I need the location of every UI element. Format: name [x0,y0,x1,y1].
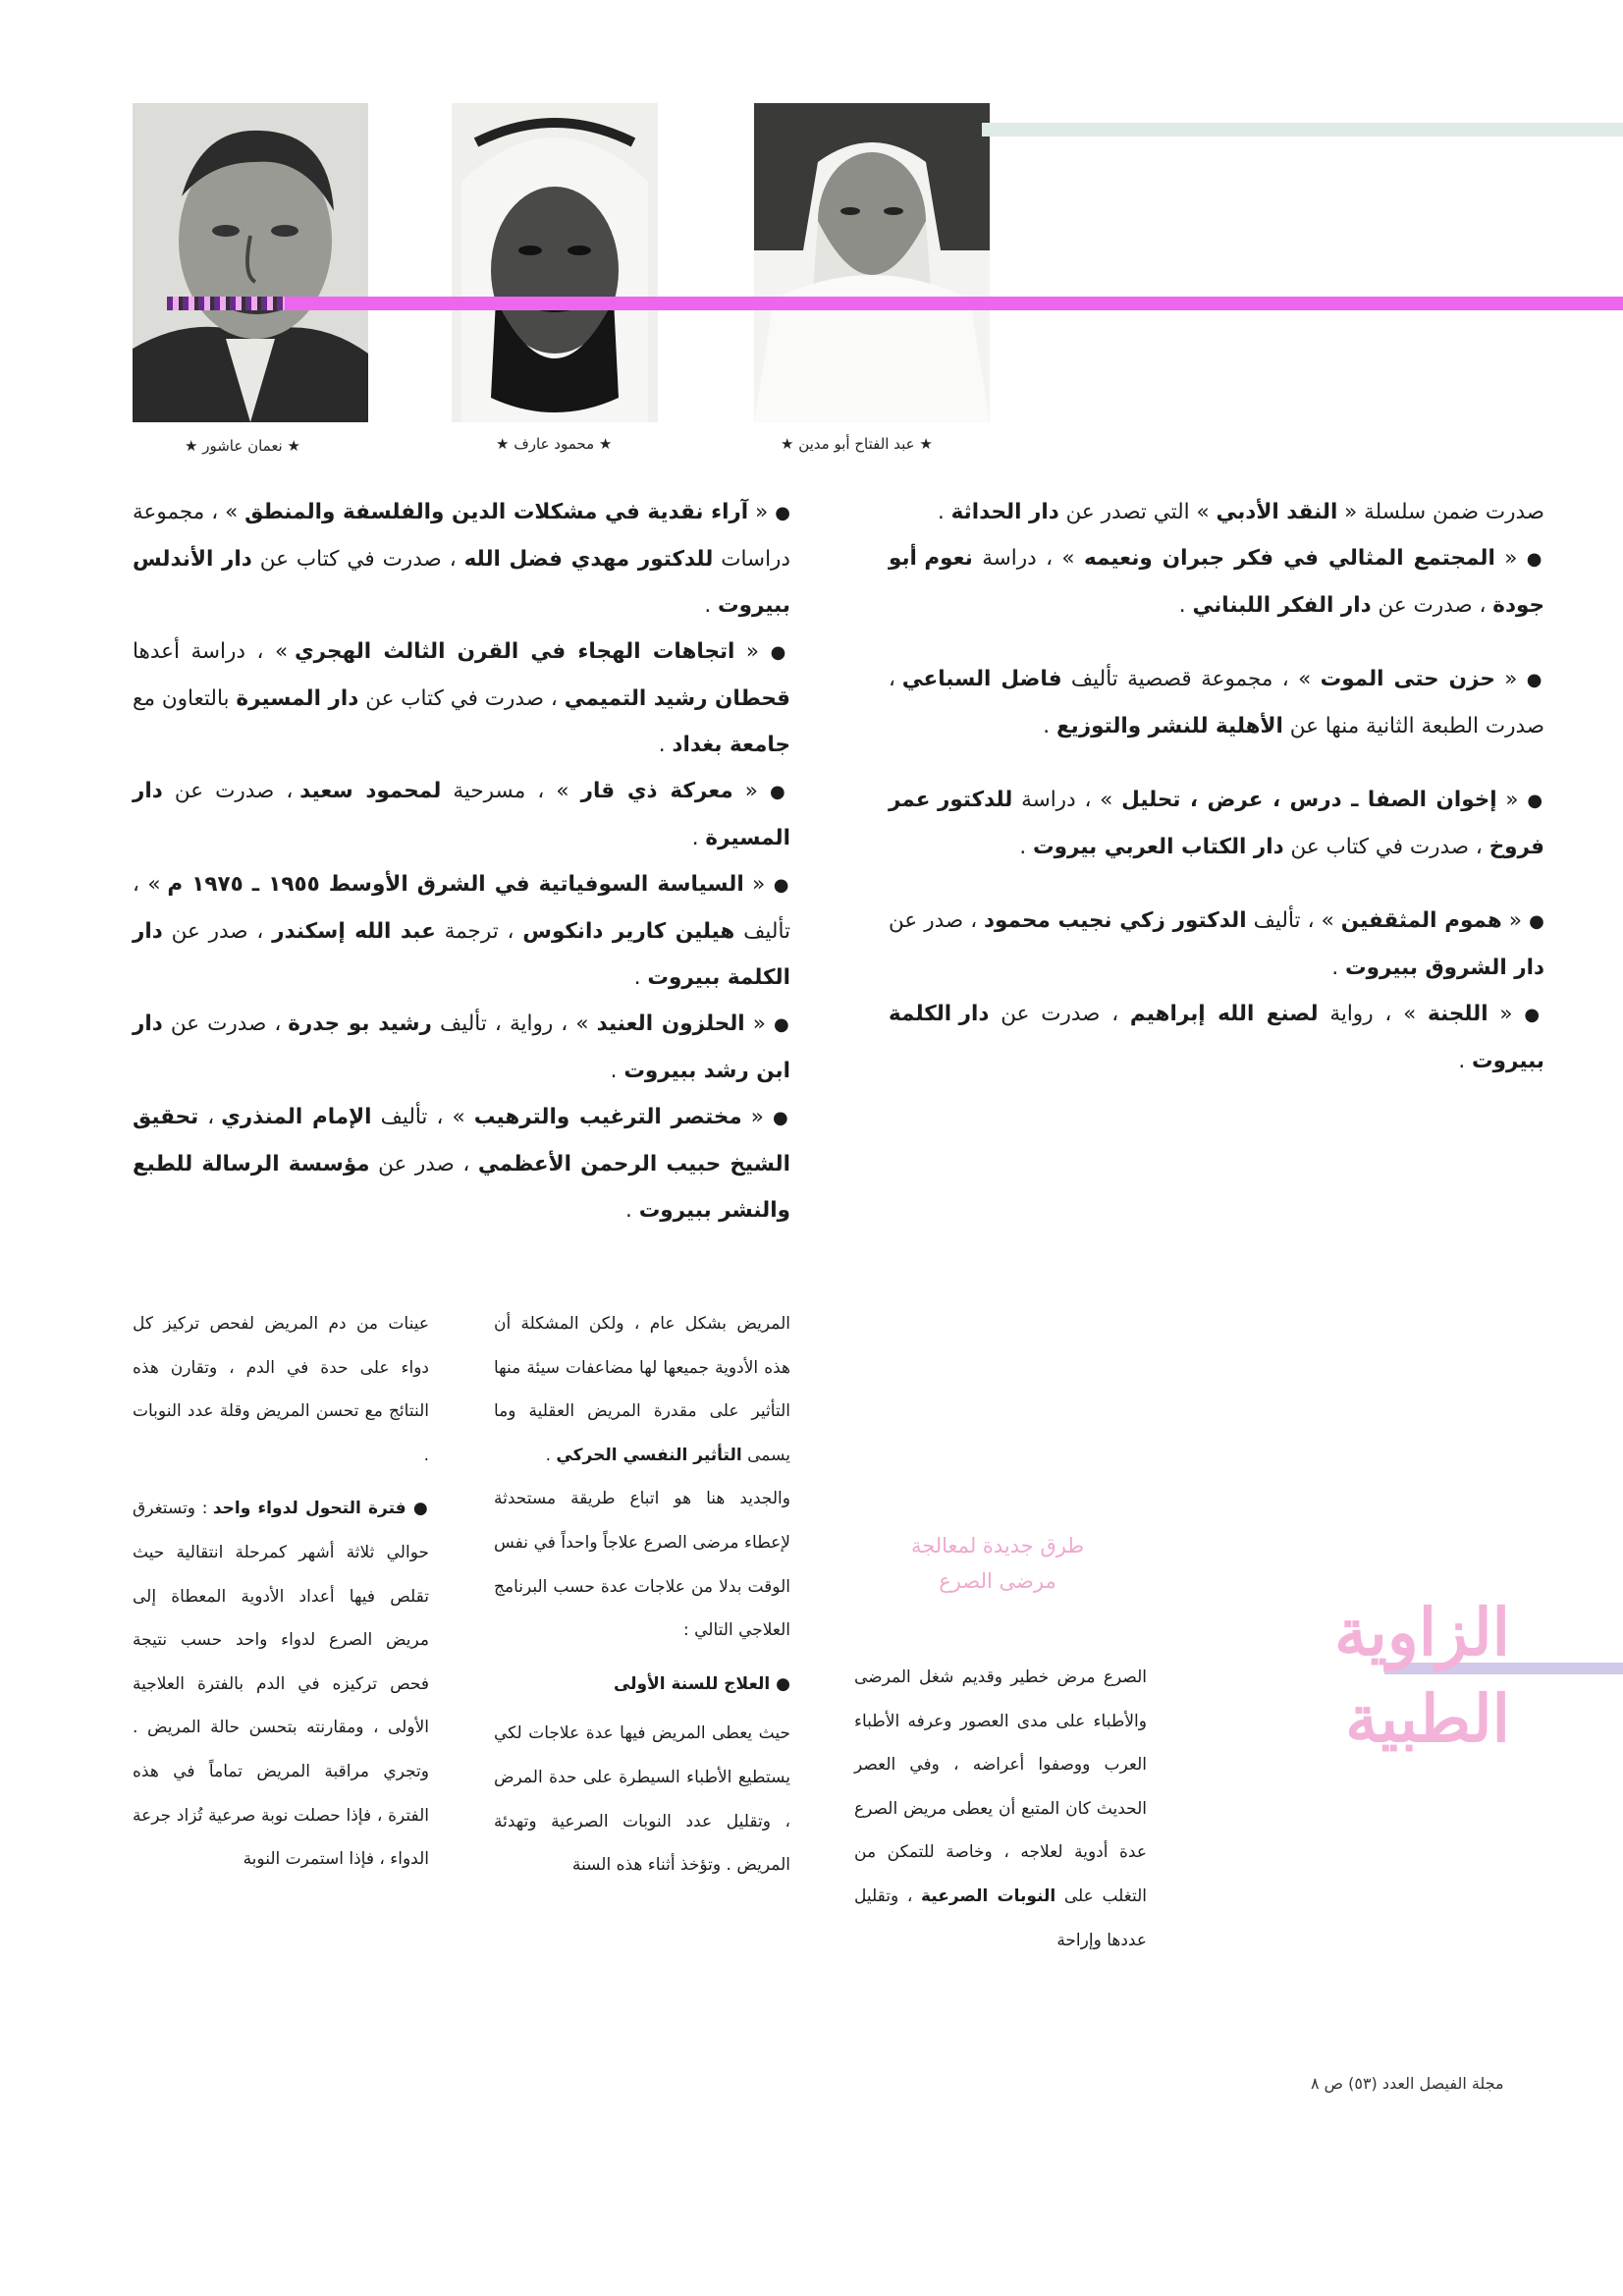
text-run: » ، مجموعة دراسات [133,500,790,572]
paragraph [494,1302,790,1477]
bold-text: النوبات الصرعية [920,1886,1056,1906]
bold-text: دار الشروق ببيروت [1344,956,1544,980]
text-run: . [704,593,719,618]
books-right-column [889,489,1544,1084]
text-run: . [625,1198,639,1223]
bullet-icon: ● [1526,670,1544,690]
text-run: « [1501,908,1530,933]
bullet-icon: ● [1529,911,1544,932]
bullet-icon: ● [773,1108,790,1128]
text-run: الصرع مرض خطير وقديم شغل المرضى والأطباء على مدى العصور وعرفه الأطباء العرب ووصفوا أعراضه ، وفي العصر الحديث كان المتبع أن يعطى مريض الصرع عدة أدوية لعلاجه ، وخاصة للتمكن من التغلب على [854,1667,1148,1906]
text-run: » ، دراسة [1012,788,1122,812]
text-run: ، صدر عن [369,1152,478,1176]
article-column-2 [494,1302,790,1887]
text-run: » ، مسرحية [441,779,581,803]
text-run: المريض بشكل عام ، ولكن المشكلة أن هذه الأدوية جميعها لها مضاعفات سيئة منها التأثير على مقدرة المريض العقلية وما يسمى [494,1314,790,1465]
bold-text: ● العلاج للسنة الأولى [613,1673,790,1694]
bold-text: حزن حتى الموت [1320,667,1495,691]
text-run: . [1458,1049,1473,1073]
bold-text: ● فترة التحول لدواء واحد [212,1499,429,1519]
text-run: ، صدر عن [162,919,273,944]
text-run: ، صدرت عن [162,1011,289,1036]
bullet-icon: ● [774,1014,790,1035]
text-run: » ، تأليف [133,872,790,944]
photo-caption: ★ محمود عارف ★ [496,435,613,453]
text-run: » ، مجموعة قصصية تأليف [1061,667,1321,691]
text-run: . [1178,593,1193,618]
text-run: . [1019,835,1034,859]
text-run: » ، دراسة [972,546,1084,571]
bold-text: التأثير النفسي الحركي [556,1445,742,1465]
text-run: ، صدر عن [889,908,985,933]
bold-text: مؤسسة الرسالة للطبع والنشر ببيروت [133,1152,790,1223]
section-title-line: الطبية [1345,1680,1510,1757]
text-run: . [1043,714,1056,738]
text-run: » ، تأليف [1246,908,1341,933]
bold-text: الإمام المنذري [221,1105,372,1129]
bold-text: دار الكلمة ببيروت [889,1002,1544,1073]
paragraph [889,656,1544,749]
paragraph [133,1094,790,1233]
text-run: » التي تصدر عن [1058,500,1217,524]
subtitle-line: مرضى الصرع [939,1569,1056,1593]
text-run: « [1496,788,1528,812]
subtitle-line: طرق جديدة لمعالجة [910,1534,1085,1558]
section-subtitle [890,1528,1106,1599]
article-column-3 [133,1302,429,1887]
text-run: ، ترجمة [435,919,523,944]
paragraph [889,489,1544,535]
bold-text: المجتمع المثالي في فكر جبران ونعيمه [1083,546,1495,571]
bold-text: الحلزون العنيد [596,1011,745,1036]
text-run: ، [198,1105,222,1129]
bold-text: رشيد بو جدرة [288,1011,432,1036]
bold-text: معركة ذي قار [580,779,733,803]
bold-text: تحقيق الشيخ حبيب الرحمن الأعظمي [133,1105,791,1176]
text-run: « [741,1105,774,1129]
bold-text: هيلين كارير دانكوس [522,919,735,944]
paragraph [854,1656,1147,1962]
text-run: . [658,733,673,757]
paragraph [133,1302,429,1477]
paragraph [889,898,1544,991]
paragraph [889,535,1544,629]
bold-text: اللجنة [1428,1002,1488,1026]
bold-text: إخوان الصفا ـ درس ، عرض ، تحليل [1121,788,1497,812]
text-run: . [937,500,951,524]
text-run: « [748,500,776,524]
bold-text: لصنع الله إبراهيم [1129,1002,1319,1026]
bold-text: لمحمود سعيد [299,779,442,803]
text-run: عينات من دم المريض لفحص تركيز كل دواء على حدة في الدم ، وتقارن هذه النتائج مع تحسن المريض وقلة عدد النوبات . [133,1314,429,1465]
paragraph [133,861,790,1001]
bold-text: للدكتور مهدي فضل الله [463,547,714,572]
bold-text: دار المسيرة [236,686,359,711]
text-run: « [1494,667,1527,691]
bold-text: دار ابن رشد ببيروت [133,1011,790,1083]
bullet-icon: ● [770,642,790,663]
text-run: . [610,1059,624,1083]
text-run: ، صدرت في كتاب عن [358,686,565,711]
text-run: حيث يعطى المريض فيها عدة علاجات لكي يستطيع الأطباء السيطرة على حدة المرض ، وتقليل عدد النوبات الصرعية وتهدئة المريض . وتؤخذ أثناء هذه السنة [494,1723,790,1876]
bullet-icon: ● [1527,791,1544,811]
bold-text: قحطان رشيد التميمي [564,686,791,711]
text-run: » ، رواية ، تأليف [431,1011,597,1036]
bold-text: جامعة بغداد [672,733,790,757]
article-subheading [494,1663,790,1707]
paragraph [133,489,790,629]
section-title-line: الزاوية [1334,1594,1510,1670]
bold-text: نعوم أبو جودة [889,546,1544,618]
bold-text: عبد الله إسكندر [272,919,436,944]
paragraph [133,768,790,861]
text-run: « [732,779,771,803]
bold-text: هموم المثقفين [1340,908,1502,933]
text-run: ، صدرت في كتاب عن [1283,835,1489,859]
paragraph [494,1477,790,1652]
text-run: ، صدرت في كتاب عن [251,547,464,572]
bullet-icon: ● [770,782,790,802]
text-run: « [744,1011,775,1036]
portrait-abdulfattah-abu-madyan [754,103,990,422]
photo-caption: ★ عبد الفتاح أبو مدين ★ [781,435,933,453]
text-run: . [691,826,706,850]
bullet-icon: ● [775,503,790,523]
paragraph [889,991,1544,1084]
bold-text: للدكتور عمر فروخ [889,788,1544,859]
scan-artifact-band [982,123,1623,137]
scan-artifact-band [167,297,285,310]
bullet-icon: ● [1524,1005,1544,1025]
text-run: ، صدرت الطبعة الثانية منها عن [889,667,1544,738]
text-run: « [743,872,774,897]
text-run: بالتعاون مع [133,686,237,711]
bold-text: دار الكتاب العربي بيروت [1033,835,1284,859]
bold-text: آراء نقدية في مشكلات الدين والفلسفة والمنطق [244,500,749,524]
text-run: : وتستغرق حوالي ثلاثة أشهر كمرحلة انتقالية حيث تقلص فيها أعداد الأدوية المعطاة إلى مريض الصرع لدواء واحد حسب نتيجة فحص تركيزه في الدم بالفترة العلاجية الأولى ، ومقارنته بتحسن حالة المريض . وتجري مراقبة المريض تماماً في هذه الفترة ، فإذا حصلت نوبة صرعية تُزاد جرعة الدواء ، فإذا استمرت النوبة [133,1499,429,1870]
text-run: ، صدرت عن [1371,593,1493,618]
article-column-1 [854,1656,1147,1962]
bullet-icon: ● [1526,549,1545,570]
section-title [1334,1589,1510,1762]
text-run: « [1494,546,1527,571]
text-run: » ، رواية [1318,1002,1429,1026]
bold-text: النقد الأدبي [1216,500,1338,524]
photo-caption: ★ نعمان عاشور ★ [185,437,300,455]
bold-text: مختصر الترغيب والترهيب [473,1105,742,1129]
bold-text: الدكتور زكي نجيب محمود [984,908,1247,933]
page-footer: مجلة الفيصل العدد (٥٣) ص ٨ [1311,2074,1504,2093]
bold-text: الأهلية للنشر والتوزيع [1055,714,1283,738]
bullet-icon: ● [773,875,790,896]
bold-text: دار الفكر اللبناني [1192,593,1372,618]
paragraph [133,1001,790,1094]
bold-text: فاضل السباعي [901,667,1062,691]
bold-text: السياسة السوفياتية في الشرق الأوسط ١٩٥٥ ـ ١٩٧٥ م [167,872,744,897]
text-run: صدرت ضمن سلسلة « [1337,500,1544,524]
paragraph [133,629,790,768]
text-run: والجديد هنا هو اتباع طريقة مستحدثة لإعطاء مرضى الصرع علاجاً واحداً في نفس الوقت بدلا من علاجات عدة حسب البرنامج العلاجي التالي : [494,1489,790,1641]
text-run: » ، دراسة أعدها [133,639,295,664]
bold-text: اتجاهات الهجاء في القرن الثالث الهجري [294,639,735,664]
text-run: » ، تأليف [371,1105,474,1129]
article-subheading [133,1487,429,1881]
text-run: . [1331,956,1345,980]
bold-text: دار الكلمة ببيروت [133,919,790,990]
text-run: « [734,639,771,664]
paragraph [494,1712,790,1886]
text-run: « [1488,1002,1525,1026]
portrait-noman-ashour [133,103,368,422]
books-left-column [133,489,790,1233]
text-run: . [545,1445,557,1465]
text-run: . [633,965,648,990]
paragraph [889,777,1544,870]
bold-text: دار المسيرة [133,779,790,850]
scan-artifact-band [167,297,1623,310]
portrait-mahmoud-aref [452,103,658,422]
text-run: ، وتقليل عددها وإراحة [854,1886,1147,1950]
bold-text: دار الحداثة [950,500,1059,524]
bold-text: دار الأندلس ببيروت [133,547,790,618]
text-run: ، صدرت عن [989,1002,1130,1026]
text-run: ، صدرت عن [162,779,300,803]
